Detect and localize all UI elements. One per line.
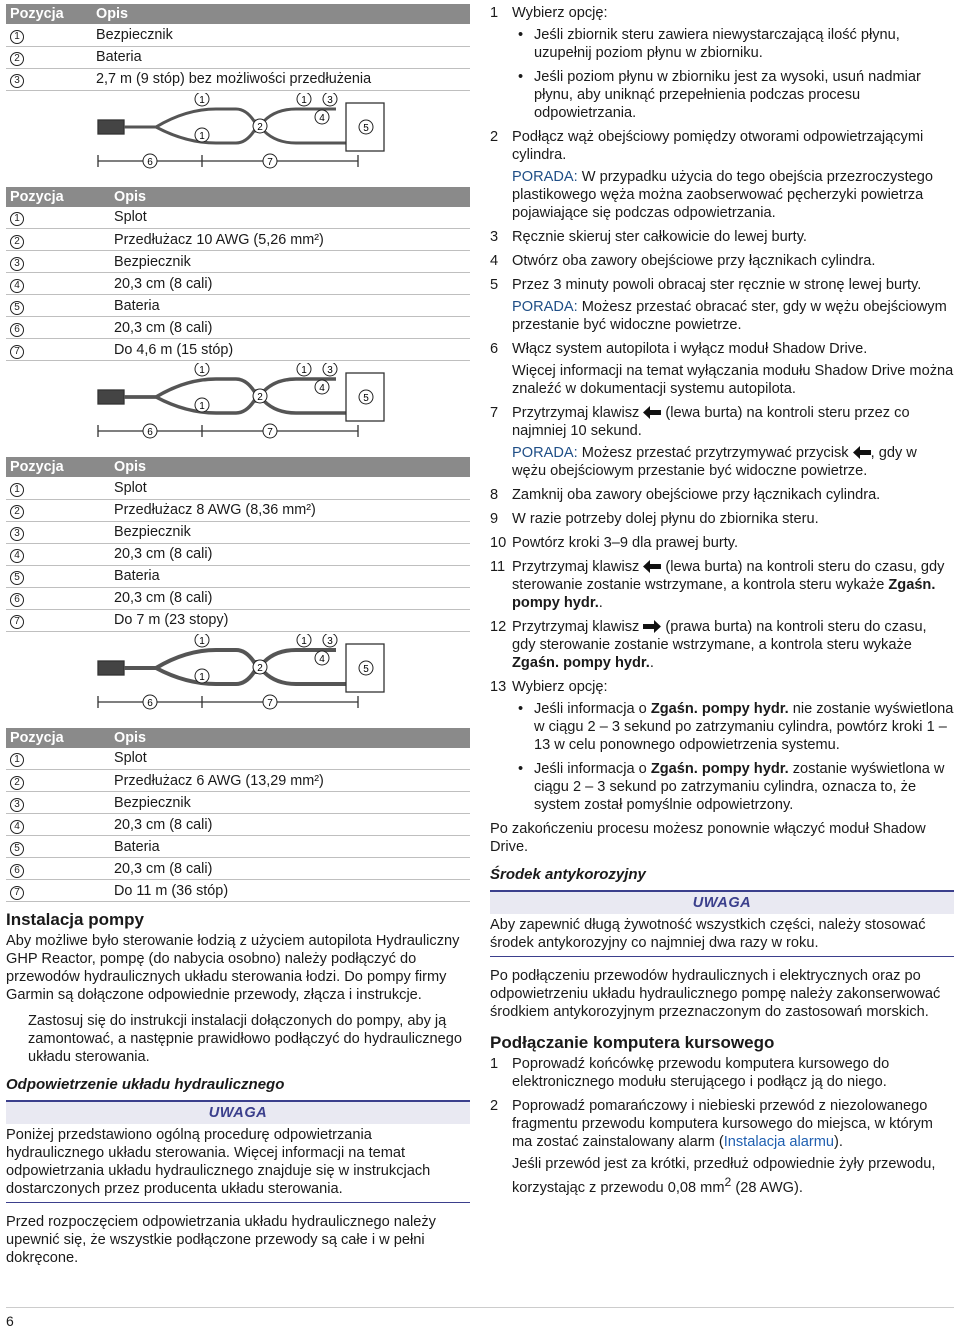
col-header-description: Opis [110, 187, 470, 207]
row-description: Bateria [92, 46, 470, 68]
row-description: Do 11 m (36 stóp) [110, 880, 470, 902]
tip-text: Możesz przestać obracać ster, gdy w wężu obejściowym przestanie być widoczne powietrze. [512, 299, 947, 333]
table-row [6, 836, 470, 858]
callout-1-label: 1 [199, 635, 205, 647]
col-header-description: Opis [110, 457, 470, 477]
step-note: Jeśli przewód jest za krótki, przedłuż odpowiednie żyły przewodu, korzystając z przewodu 0,08 $mm^2$ (28 AWG). [512, 1156, 936, 1196]
table-row [6, 858, 470, 880]
row-description: 20,3 cm (8 cali) [110, 858, 470, 880]
row-description: 20,3 cm (8 cali) [110, 317, 470, 339]
callout-6-label: 6 [147, 697, 153, 709]
callout-6-label: 6 [147, 427, 153, 438]
step-number: 1 [490, 5, 499, 21]
table-row [6, 295, 470, 317]
step-number: 3 [490, 229, 499, 245]
tip-label: PORADA: [512, 445, 578, 461]
callout-3-label: 3 [327, 94, 333, 106]
table-row [6, 339, 470, 361]
tip-note [512, 298, 954, 334]
step-text-pre: Przytrzymaj klawisz [512, 619, 640, 635]
tip-text-pre: Możesz przestać przytrzymywać przycisk [581, 445, 849, 461]
wiring-diagram-svg [6, 93, 470, 181]
callout-3-label: 3 [327, 635, 333, 647]
table-row [6, 587, 470, 609]
callout-1-label: 1 [199, 671, 205, 683]
step-item [490, 1055, 954, 1091]
option-item: • Jeśli poziom płynu w zbiorniku jest za wysoki, usuń nadmiar płynu, aby uniknąć przepełnienia podczas procesu odpowietrzania. [512, 68, 954, 122]
step-number: 7 [490, 405, 499, 421]
table-row [6, 543, 470, 565]
step-item: 11 Przytrzymaj klawisz (lewa burta) na kontroli steru do czasu, gdy sterowanie zostanie wstrzymane, a kontrola steru wykaże Zgaśn. pompy hydr.. [490, 559, 945, 611]
callout-number: 3 [10, 257, 24, 271]
callout-number: 7 [10, 345, 24, 359]
left-arrow-icon [853, 446, 871, 459]
callout-number: 5 [10, 842, 24, 856]
step-number: 9 [490, 511, 499, 527]
step-item [490, 510, 954, 528]
table-row [6, 273, 470, 295]
table-row [6, 207, 470, 229]
spec-table-2 [6, 187, 470, 362]
caution-label: UWAGA [490, 890, 954, 914]
caution-label: UWAGA [6, 1100, 470, 1124]
callout-3-label: 3 [327, 365, 333, 376]
tip-text-post: , gdy w wężu obejściowym przestanie być widoczne powietrze. [512, 445, 917, 479]
step-text: Wybierz opcję: [512, 679, 608, 695]
callout-1-label: 1 [199, 365, 205, 376]
status-message: Zgaśn. pompy hydr. [650, 701, 789, 717]
callout-number: 7 [10, 615, 24, 629]
step-item [490, 678, 954, 814]
step-text: W razie potrzeby dolej płynu do zbiornika steru. [512, 511, 819, 527]
step-item: 12 Przytrzymaj klawisz (prawa burta) na kontroli steru do czasu, gdy sterowanie zostanie wstrzymane, a kontrola steru wykaże Zgaśn. pompy hydr.. [490, 619, 927, 671]
caution-text: Poniżej przedstawiono ogólną procedurę odpowietrzania hydraulicznego układu sterowania. Więcej informacji na temat odpowietrzania układu hydraulicznego znajduje się w instrukcjach dostarczonych przez producenta układu sterowania. [6, 1126, 470, 1203]
table-row [6, 46, 470, 68]
col-header-description: Opis [110, 728, 470, 748]
step-number: 10 [490, 535, 507, 551]
callout-number: 4 [10, 820, 24, 834]
row-description: 20,3 cm (8 cali) [110, 543, 470, 565]
callout-6-label: 6 [147, 156, 153, 168]
callout-number: 2 [10, 505, 24, 519]
row-description: 20,3 cm (8 cali) [110, 814, 470, 836]
wiring-diagram [6, 363, 470, 451]
callout-2-label: 2 [257, 662, 263, 674]
status-message: Zgaśn. pompy hydr. [512, 655, 650, 671]
callout-number: 3 [10, 527, 24, 541]
left-arrow-icon [643, 560, 661, 573]
status-message: Zgaśn. pompy hydr. [650, 761, 789, 777]
callout-number: 2 [10, 776, 24, 790]
step-item [490, 128, 954, 222]
option-list [512, 26, 954, 122]
step-text: Podłącz wąż obejściowy pomiędzy otworami odpowietrzającymi cylindra. [512, 129, 924, 163]
table-row [6, 499, 470, 521]
section-heading-bleed: Odpowietrzenie układu hydraulicznego [6, 1076, 285, 1093]
callout-number: 2 [10, 235, 24, 249]
callout-1-label: 1 [301, 635, 307, 647]
callout-7-label: 7 [267, 427, 273, 438]
step-item [490, 228, 954, 246]
row-description: Przedłużacz 6 AWG (13,29 mm²) [110, 770, 470, 792]
callout-1-label: 1 [199, 94, 205, 106]
left-column [6, 4, 470, 1275]
table-row [6, 24, 470, 46]
table-row [6, 477, 470, 499]
callout-4-label: 4 [319, 653, 325, 665]
callout-number: 4 [10, 549, 24, 563]
callout-number: 5 [10, 571, 24, 585]
option-item: • Jeśli informacja o Zgaśn. pompy hydr. nie zostanie wyświetlona w ciągu 2 – 3 sekund po zatrzymaniu cylindra, powtórz kroki 1 – 13 w celu ponownego odpowietrzenia systemu. [512, 700, 954, 754]
callout-number: 6 [10, 593, 24, 607]
step-item [490, 404, 954, 480]
spec-table-4 [6, 728, 470, 903]
row-description: Do 7 m (23 stopy) [110, 609, 470, 631]
step-number: 2 [490, 1098, 499, 1114]
callout-5-label: 5 [363, 663, 369, 675]
callout-number: 1 [10, 753, 24, 767]
step-number: 4 [490, 253, 499, 269]
step-text-pre: Przytrzymaj klawisz [512, 405, 640, 421]
step-text: Zamknij oba zawory obejściowe przy łącznikach cylindra. [512, 487, 881, 503]
callout-number: 3 [10, 74, 24, 88]
row-description: 20,3 cm (8 cali) [110, 273, 470, 295]
table-row [6, 792, 470, 814]
row-description: Przedłużacz 8 AWG (8,36 mm²) [110, 499, 470, 521]
callout-number: 1 [10, 483, 24, 497]
row-description: 20,3 cm (8 cali) [110, 587, 470, 609]
callout-number: 1 [10, 30, 24, 44]
callout-number: 3 [10, 798, 24, 812]
section-heading-pump: Instalacja pompy [6, 910, 144, 929]
callout-4-label: 4 [319, 112, 325, 124]
col-header-position: Pozycja [6, 187, 110, 207]
step-text: Otwórz oba zawory obejściowe przy łącznikach cylindra. [512, 253, 876, 269]
alarm-installation-link[interactable]: Instalacja alarmu [723, 1134, 835, 1150]
col-header-position: Pozycja [6, 457, 110, 477]
wiring-diagram-svg [6, 363, 470, 451]
option-list [512, 700, 954, 814]
step-text-post: (lewa burta) na kontroli steru do czasu, gdy sterowanie zostanie wstrzymane, a kontrola steru wykaże [512, 559, 945, 593]
step-text: Powtórz kroki 3–9 dla prawej burty. [512, 535, 739, 551]
row-description: Bezpiecznik [110, 251, 470, 273]
step-text-pre: Poprowadź pomarańczowy i niebieski przewód z niezolowanego fragmentu przewodu komputera kursowego do miejsca, w którym ma zostać zainstalowany alarm ( [512, 1098, 933, 1150]
table-row [6, 609, 470, 631]
callout-5-label: 5 [363, 393, 369, 404]
step-number: 6 [490, 341, 499, 357]
step-text: Poprowadź końcówkę przewodu komputera kursowego do elektronicznego modułu sterującego i podłącz ją do niego. [512, 1056, 890, 1090]
callout-5-label: 5 [363, 122, 369, 134]
bleed-steps [490, 4, 954, 814]
row-description: Splot [110, 207, 470, 229]
callout-2-label: 2 [257, 392, 263, 403]
step-item [490, 534, 954, 552]
step-number: 1 [490, 1056, 499, 1072]
callout-7-label: 7 [267, 156, 273, 168]
spec-table-1 [6, 4, 470, 91]
step-text-post: (prawa burta) na kontroli steru do czasu, gdy sterowanie zostanie wstrzymane, a kontrola steru wykaże [512, 619, 927, 653]
step-item: 2 Poprowadź pomarańczowy i niebieski przewód z niezolowanego fragmentu przewodu komputera kursowego do miejsca, w którym ma zostać zainstalowany alarm (Instalacja alarmu). Jeśli przewód jest za krótki, przedłuż odpowiednie żyły przewodu, korzystając z przewodu 0,08 $mm^2$ (28 AWG). [490, 1097, 954, 1197]
table-row [6, 770, 470, 792]
callout-7-label: 7 [267, 697, 273, 709]
callout-1-label: 1 [199, 130, 205, 142]
callout-1-label: 1 [301, 94, 307, 106]
table-row [6, 68, 470, 90]
tip-label: PORADA: [512, 299, 578, 315]
callout-2-label: 2 [257, 121, 263, 133]
step-item [490, 340, 954, 398]
step-number: 13 [490, 679, 507, 695]
callout-number: 6 [10, 864, 24, 878]
anticorrosion-paragraph: Po podłączeniu przewodów hydraulicznych i elektrycznych oraz po odpowietrzeniu układu hydraulicznego pompę należy zakonserwować środkiem antykorozyjnym przeznaczonym do zastosowań morskich. [490, 968, 941, 1020]
step-text: Włącz system autopilota i wyłącz moduł Shadow Drive. [512, 341, 868, 357]
step-text: Ręcznie skieruj ster całkowicie do lewej burty. [512, 229, 807, 245]
status-message: Zgaśn. pompy hydr. [512, 577, 936, 611]
row-description: Splot [110, 748, 470, 770]
step-number: 5 [490, 277, 499, 293]
callout-number: 5 [10, 301, 24, 315]
caution-text: Aby zapewnić długą żywotność wszystkich części, należy stosować środek antykorozyjny co najmniej dwa razy w roku. [490, 916, 954, 957]
step-item [490, 486, 954, 504]
wiring-diagram [6, 634, 470, 722]
after-paragraph: Po zakończeniu procesu możesz ponownie włączyć moduł Shadow Drive. [490, 821, 926, 855]
callout-number: 4 [10, 279, 24, 293]
section-heading-course-computer: Podłączanie komputera kursowego [490, 1033, 775, 1052]
callout-4-label: 4 [319, 383, 325, 394]
step-number: 11 [490, 559, 506, 575]
step-text-pre: Przytrzymaj klawisz [512, 559, 640, 575]
callout-1-label: 1 [199, 401, 205, 412]
pump-paragraph: Aby możliwe było sterowanie łodzią z użyciem autopilota Hydrauliczny GHP Reactor, pompę (do nabycia osobno) należy podłączyć do przewodów hydraulicznych układu sterowania łodzi. Do pompy firmy Garmin są dołączone odpowiednie przewody, złącza i instrukcje. [6, 933, 460, 1003]
step-note: Więcej informacji na temat wyłączania modułu Shadow Drive można znaleźć w dokumentacji systemu autopilota. [512, 363, 954, 397]
spec-table-3 [6, 457, 470, 632]
callout-number: 1 [10, 212, 24, 226]
option-item: • Jeśli informacja o Zgaśn. pompy hydr. zostanie wyświetlona w ciągu 2 – 3 sekund po zatrzymaniu cylindra, oznacza to, że system został pomyślnie odpowietrzony. [512, 760, 954, 814]
col-header-position: Pozycja [6, 728, 110, 748]
step-number: 12 [490, 619, 507, 635]
wiring-diagram [6, 93, 470, 181]
col-header-description: Opis [92, 4, 470, 24]
pump-instruction: Zastosuj się do instrukcji instalacji dołączonych do pompy, aby ją zamontować, a następnie prawidłowo podłączyć do hydraulicznego układu sterowania. [28, 1013, 463, 1065]
callout-number: 7 [10, 886, 24, 900]
row-description: Bezpiecznik [92, 24, 470, 46]
tip-text: W przypadku użycia do tego obejścia przezroczystego plastikowego węża można zaobserwować pęcherzyki powietrza pojawiające się podczas odpowietrzania. [512, 169, 933, 221]
step-text-post: (lewa burta) na kontroli steru przez co najmniej 10 sekund. [512, 405, 910, 439]
callout-number: 6 [10, 323, 24, 337]
row-description: Splot [110, 477, 470, 499]
table-row [6, 748, 470, 770]
table-row [6, 814, 470, 836]
table-row [6, 251, 470, 273]
table-row [6, 880, 470, 902]
row-description: Bezpiecznik [110, 792, 470, 814]
section-heading-anticorrosion: Środek antykorozyjny [490, 866, 646, 883]
bleed-paragraph: Przed rozpoczęciem odpowietrzania układu hydraulicznego należy upewnić się, że wszystkie podłączone przewody są całe i w pełni dokręcone. [6, 1214, 436, 1266]
row-description: Bateria [110, 565, 470, 587]
step-item [490, 4, 954, 122]
table-row [6, 317, 470, 339]
row-description: Bezpiecznik [110, 521, 470, 543]
step-text: Przez 3 minuty powoli obracaj ster ręcznie w stronę lewej burty. [512, 277, 922, 293]
option-item: • Jeśli zbiornik steru zawiera niewystarczającą ilość płynu, uzupełnij poziom płynu w zbiorniku. [512, 26, 954, 62]
step-text: Wybierz opcję: [512, 5, 608, 21]
callout-1-label: 1 [301, 365, 307, 376]
tip-note [512, 444, 954, 480]
tip-note [512, 168, 954, 222]
course-steps [490, 1055, 954, 1197]
row-description: 2,7 m (9 stóp) bez możliwości przedłużenia [92, 68, 470, 90]
row-description: Do 4,6 m (15 stóp) [110, 339, 470, 361]
page-number: 6 [6, 1313, 14, 1329]
table-row [6, 565, 470, 587]
callout-number: 2 [10, 52, 24, 66]
row-description: Bateria [110, 295, 470, 317]
wiring-diagram-svg [6, 634, 470, 722]
table-row [6, 229, 470, 251]
left-arrow-icon [643, 406, 661, 419]
step-item [490, 252, 954, 270]
right-arrow-icon [643, 620, 661, 633]
step-number: 8 [490, 487, 499, 503]
footer-divider [6, 1307, 954, 1308]
row-description: Bateria [110, 836, 470, 858]
col-header-position: Pozycja [6, 4, 92, 24]
tip-label: PORADA: [512, 169, 578, 185]
right-column [490, 4, 954, 1203]
table-row [6, 521, 470, 543]
row-description: Przedłużacz 10 AWG (5,26 mm²) [110, 229, 470, 251]
step-item [490, 276, 954, 334]
step-number: 2 [490, 129, 499, 145]
